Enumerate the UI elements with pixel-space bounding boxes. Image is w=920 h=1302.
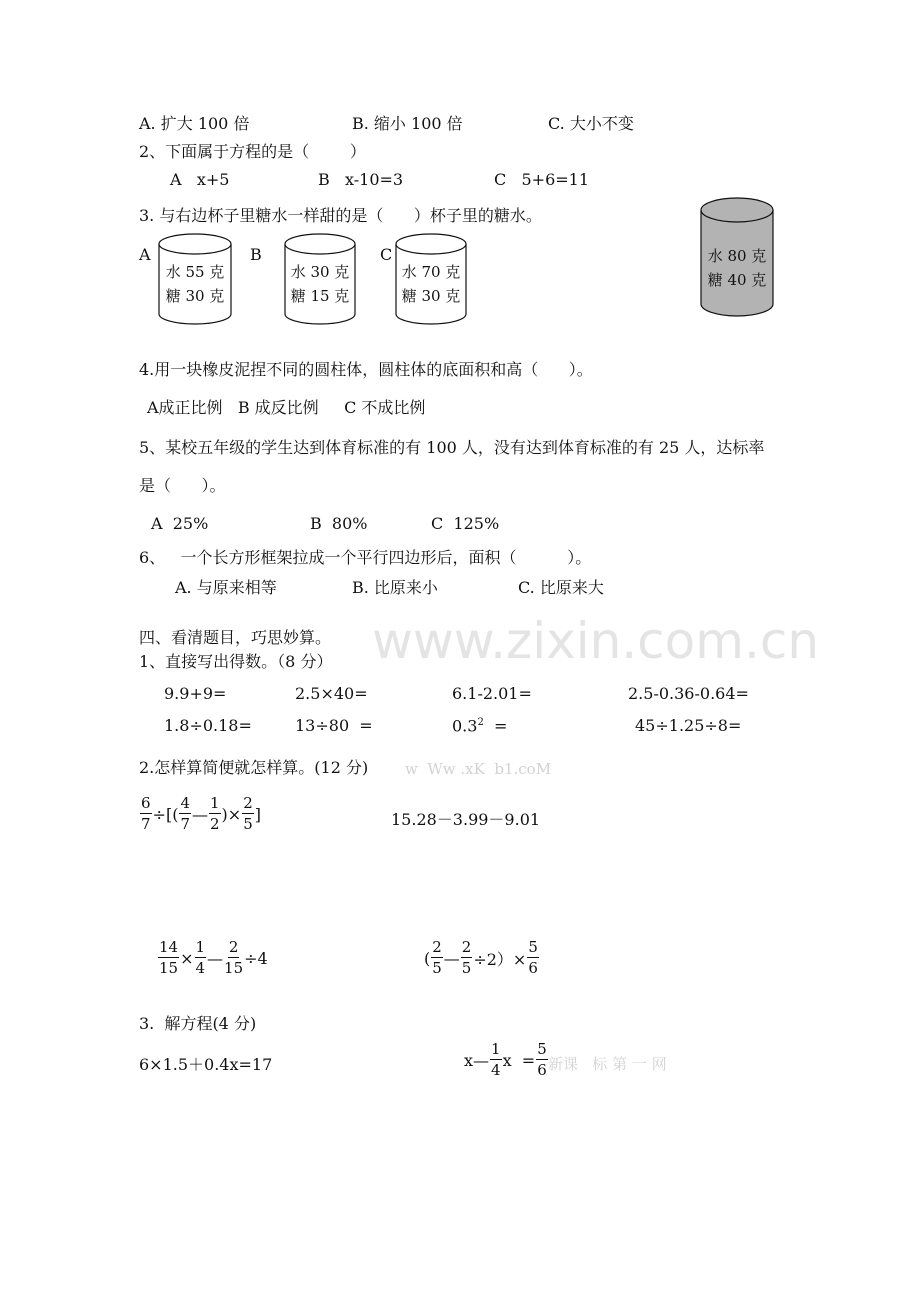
fraction: $\frac{1}{2}$ xyxy=(209,794,220,833)
calc-3: 6.1-2.01= xyxy=(452,684,532,703)
operator: )× xyxy=(221,804,242,824)
operator: — xyxy=(191,804,208,824)
cup-b xyxy=(284,232,356,326)
cup-c-sugar: 糖 30 克 xyxy=(401,287,461,305)
reference-water: 水 80 克 xyxy=(707,247,767,265)
fraction: $\frac{5}{6}$ xyxy=(537,1040,547,1079)
fraction: $\frac{2}{15}$ xyxy=(224,938,244,977)
part1-title: 1、直接写出得数。（8 分） xyxy=(139,652,333,671)
q2-option-b: B x-10=3 xyxy=(318,170,404,189)
expression-1 xyxy=(139,796,261,832)
calc-1: 9.9+9= xyxy=(164,684,227,703)
q6-option-a: A. 与原来相等 xyxy=(175,578,277,597)
calc-2: 2.5×40= xyxy=(295,684,368,703)
watermark: www.zixin.com.cn xyxy=(372,612,820,670)
equation-2 xyxy=(464,1042,549,1078)
cup-b-water: 水 30 克 xyxy=(290,263,350,281)
q2-option-c: C 5+6=11 xyxy=(494,170,590,189)
expression-4 xyxy=(424,940,540,976)
q4-stem: 4.用一块橡皮泥捏不同的圆柱体，圆柱体的底面积和高（ ）。 xyxy=(139,360,593,379)
operator: ] xyxy=(254,804,261,824)
calc-7-base: 0.3 xyxy=(452,716,478,736)
operator: ÷[( xyxy=(152,804,179,824)
operator: — xyxy=(207,948,224,968)
reference-cup xyxy=(700,196,774,318)
operator: x = xyxy=(502,1050,536,1070)
cup-a-letter: A xyxy=(139,245,151,264)
operator: ÷2）× xyxy=(473,949,527,969)
faint-site-text: 新课 标 第 一 网 xyxy=(548,1055,667,1073)
expression-2: 15.28－3.99－9.01 xyxy=(391,810,541,829)
q1-option-a: A. 扩大 100 倍 xyxy=(139,114,250,133)
fraction: $\frac{5}{6}$ xyxy=(528,938,538,977)
q6-option-c: C. 比原来大 xyxy=(518,578,604,597)
expression-3 xyxy=(157,940,268,976)
q2-stem: 2、下面属于方程的是（ ） xyxy=(139,142,366,161)
operator: x— xyxy=(464,1050,490,1070)
q5-option-b: B 80% xyxy=(310,514,368,533)
q5-option-c: C 125% xyxy=(431,514,500,533)
q5-line2: 是（ ）。 xyxy=(139,476,226,495)
q5-line1: 5、某校五年级的学生达到体育标准的有 100 人，没有达到体育标准的有 25 人，达标率 xyxy=(139,438,765,457)
calc-8: 45÷1.25÷8= xyxy=(635,716,742,735)
q1-option-c: C. 大小不变 xyxy=(548,114,634,133)
calc-7-exponent: 2 xyxy=(477,717,484,728)
q3-stem: 3. 与右边杯子里糖水一样甜的是（ ）杯子里的糖水。 xyxy=(139,206,542,225)
section4-title: 四、看清题目，巧思妙算。 xyxy=(139,628,332,647)
equation-1: 6×1.5＋0.4x=17 xyxy=(139,1055,273,1074)
part3-title: 3. 解方程(4 分) xyxy=(139,1014,257,1033)
fraction: $\frac{2}{5}$ xyxy=(461,938,472,977)
q6-option-b: B. 比原来小 xyxy=(352,578,438,597)
cup-a xyxy=(158,232,232,326)
fraction: $\frac{2}{5}$ xyxy=(432,938,442,977)
fraction: $\frac{14}{15}$ xyxy=(159,938,179,977)
q5-option-a: A 25% xyxy=(151,514,209,533)
fraction: $\frac{6}{7}$ xyxy=(141,794,151,833)
operator: — xyxy=(443,948,460,968)
q2-option-a: A x+5 xyxy=(170,170,230,189)
operator: ÷4 xyxy=(244,948,268,968)
cup-c xyxy=(395,232,467,326)
calc-6: 13÷80 = xyxy=(295,716,373,735)
calc-7 xyxy=(452,718,507,734)
fraction: $\frac{1}{4}$ xyxy=(491,1040,501,1079)
reference-sugar: 糖 40 克 xyxy=(707,271,767,289)
q4-options: A成正比例 B 成反比例 C 不成比例 xyxy=(147,398,426,417)
calc-4: 2.5-0.36-0.64= xyxy=(628,684,749,703)
calc-7-equals: = xyxy=(483,716,508,736)
part2-title: 2.怎样算简便就怎样算。(12 分) xyxy=(139,758,369,777)
q1-option-b: B. 缩小 100 倍 xyxy=(352,114,463,133)
cup-b-sugar: 糖 15 克 xyxy=(290,287,350,305)
cup-a-sugar: 糖 30 克 xyxy=(165,287,225,305)
fraction: $\frac{2}{5}$ xyxy=(243,794,253,833)
fraction: $\frac{1}{4}$ xyxy=(195,938,206,977)
operator: ( xyxy=(424,948,431,968)
faint-url-text: w Ww .xK b1.coM xyxy=(405,760,552,778)
cup-a-water: 水 55 克 xyxy=(165,263,225,281)
calc-5: 1.8÷0.18= xyxy=(164,716,252,735)
cup-c-letter: C xyxy=(380,245,393,264)
fraction: $\frac{4}{7}$ xyxy=(180,794,190,833)
q6-stem: 6、 一个长方形框架拉成一个平行四边形后，面积（ ）。 xyxy=(139,548,592,567)
operator: × xyxy=(180,948,194,968)
cup-c-water: 水 70 克 xyxy=(401,263,461,281)
cup-b-letter: B xyxy=(250,245,262,264)
